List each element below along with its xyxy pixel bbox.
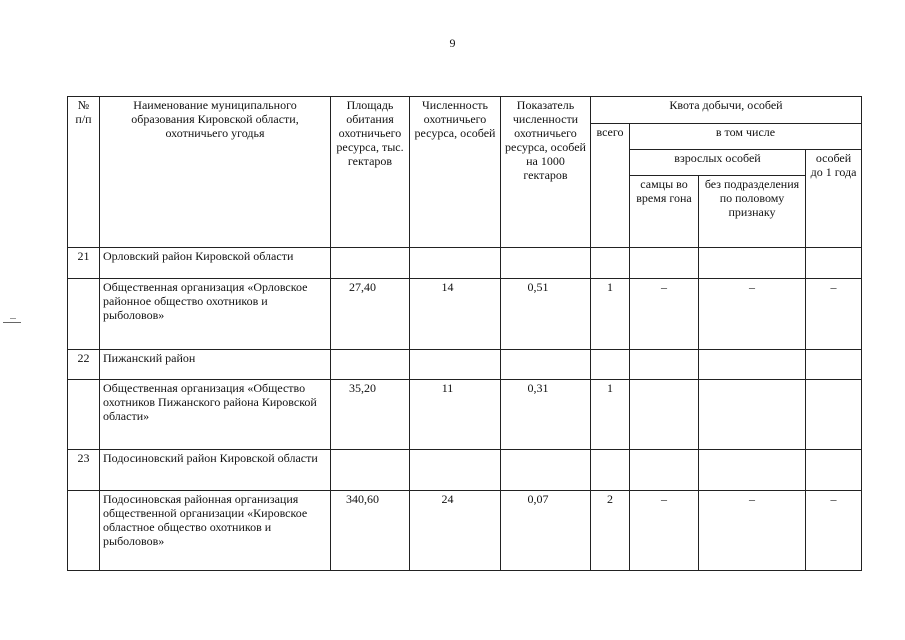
row-total: 1 [591, 279, 630, 350]
row-count: 14 [410, 279, 501, 350]
row-under1: – [806, 491, 862, 571]
scan-artifact [10, 318, 16, 319]
row-no: 21 [68, 248, 100, 279]
header-count: Численность охотничьего ресурса, особей [410, 97, 501, 248]
row-males: – [630, 491, 699, 571]
row-count: 24 [410, 491, 501, 571]
table-row-district [68, 450, 862, 491]
row-nosex: – [699, 279, 806, 350]
row-density: 0,07 [501, 491, 591, 571]
header-nosex: без подразделения по половому признаку [699, 176, 806, 248]
row-area: 340,60 [331, 491, 410, 571]
quota-table [67, 96, 862, 571]
row-nosex [699, 380, 806, 450]
row-name: Подосиновский район Кировской области [100, 450, 331, 491]
header-no: № п/п [68, 97, 100, 248]
header-including: в том числе [630, 124, 862, 150]
row-name: Общественная организация «Орловское районное общество охотников и рыболовов» [100, 279, 331, 350]
scan-artifact [3, 322, 21, 323]
header-row-1 [68, 97, 862, 124]
header-males: самцы во время гона [630, 176, 699, 248]
row-no: 23 [68, 450, 100, 491]
header-area: Площадь обитания охотничьего ресурса, тыс. гектаров [331, 97, 410, 248]
row-males [630, 380, 699, 450]
header-quota: Квота добычи, особей [591, 97, 862, 124]
row-area: 27,40 [331, 279, 410, 350]
page-number: 9 [449, 36, 456, 50]
row-under1: – [806, 279, 862, 350]
header-total: всего [591, 124, 630, 248]
header-adults: взрослых особей [630, 150, 806, 176]
row-density: 0,31 [501, 380, 591, 450]
row-name: Подосиновская районная организация общественной организации «Кировское областное общество охотников и рыболовов» [100, 491, 331, 571]
row-total: 2 [591, 491, 630, 571]
row-nosex: – [699, 491, 806, 571]
row-area: 35,20 [331, 380, 410, 450]
table-row-org [68, 491, 862, 571]
row-count: 11 [410, 380, 501, 450]
row-males: – [630, 279, 699, 350]
row-name: Пижанский район [100, 350, 331, 380]
row-total: 1 [591, 380, 630, 450]
row-density: 0,51 [501, 279, 591, 350]
row-name: Орловский район Кировской области [100, 248, 331, 279]
header-under1: особей до 1 года [806, 150, 862, 248]
header-density: Показатель численности охотничьего ресурса, особей на 1000 гектаров [501, 97, 591, 248]
row-name: Общественная организация «Общество охотников Пижанского района Кировской области» [100, 380, 331, 450]
header-name: Наименование муниципального образования Кировской области, охотничьего угодья [100, 97, 331, 248]
table-row-org [68, 380, 862, 450]
row-under1 [806, 380, 862, 450]
table-row-org [68, 279, 862, 350]
table-row-district [68, 350, 862, 380]
table-row-district [68, 248, 862, 279]
row-no: 22 [68, 350, 100, 380]
